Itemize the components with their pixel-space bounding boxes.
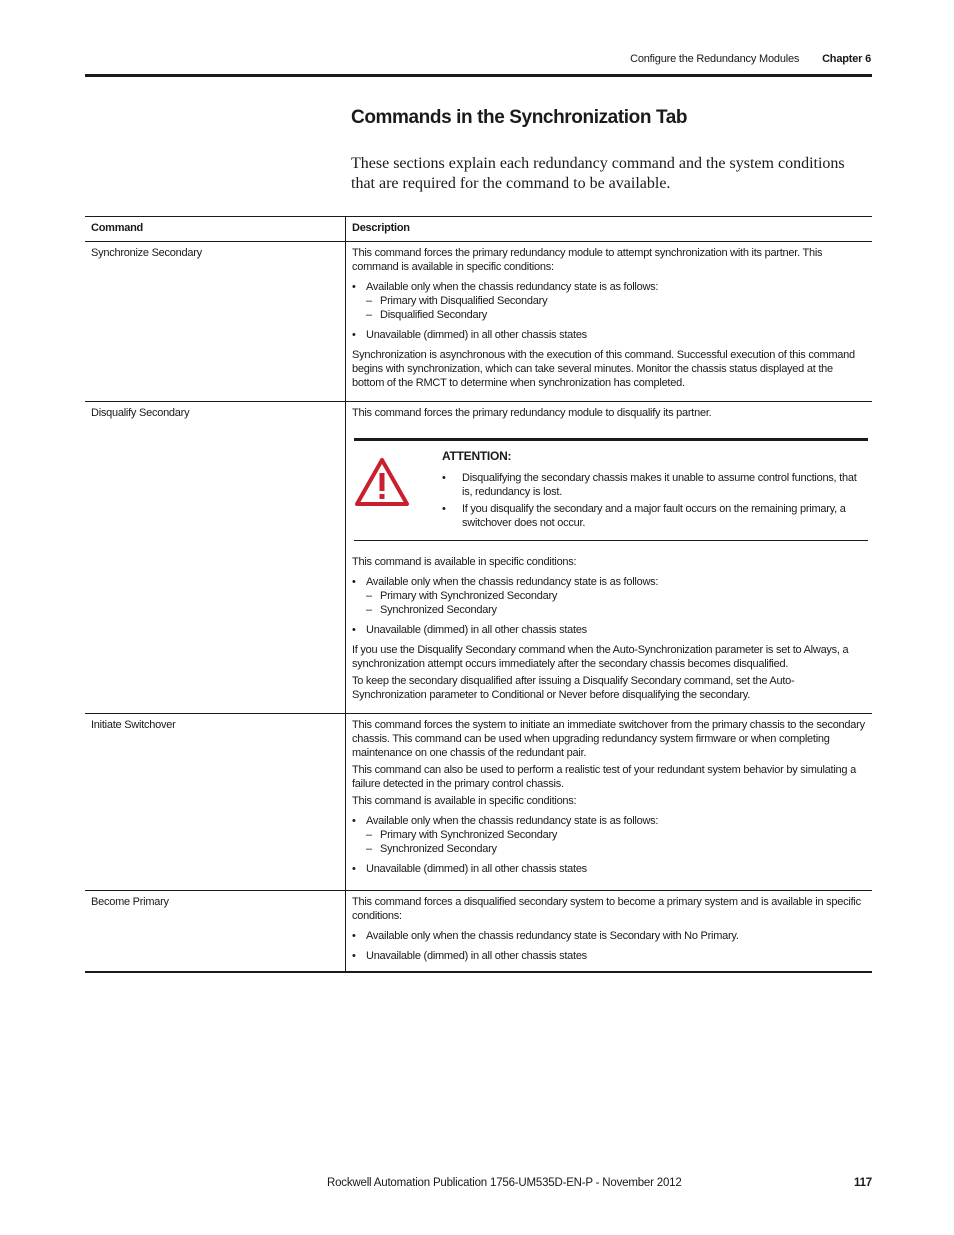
list-item: • Unavailable (dimmed) in all other chassis states: [352, 328, 866, 342]
command-description: [346, 402, 873, 714]
bullet-text: Available only when the chassis redundancy state is as follows:: [366, 281, 659, 293]
attention-title: ATTENTION:: [442, 449, 512, 463]
sub-list: [366, 294, 866, 322]
description-paragraph: If you use the Disqualify Secondary command when the Auto-Synchronization parameter is set to Always, a synchronization attempt occurs immediately after the secondary chassis becomes disqualified.: [352, 644, 849, 670]
sub-list-item: – Disqualified Secondary: [366, 308, 866, 322]
sub-list-item: – Synchronized Secondary: [366, 603, 866, 617]
list-item: [352, 575, 866, 617]
footer-publication: Rockwell Automation Publication 1756-UM535D-EN-P - November 2012: [327, 1177, 682, 1189]
list-item: • Unavailable (dimmed) in all other chassis states: [352, 862, 866, 876]
description-paragraph: This command forces the primary redundancy module to attempt synchronization with its partner. This command is available in specific conditions:: [352, 247, 823, 273]
header-chapter: Chapter 6: [822, 53, 871, 65]
page-number: 117: [854, 1177, 872, 1189]
bullet-text: Available only when the chassis redundancy state is as follows:: [366, 576, 659, 588]
description-paragraph: This command is available in specific conditions:: [352, 795, 577, 807]
bullet-list: [352, 280, 866, 342]
command-description: [346, 242, 873, 402]
list-item: [352, 814, 866, 856]
table-row: [85, 242, 872, 402]
list-item: [352, 280, 866, 322]
description-paragraph: Synchronization is asynchronous with the execution of this command. Successful execution of this command begins with synchronization, which can take several minutes. Monitor the chassis status displayed at the bottom of the RMCT to determine when synchronization has completed.: [352, 349, 855, 389]
bullet-text: Available only when the chassis redundancy state is as follows:: [366, 815, 659, 827]
description-paragraph: This command is available in specific conditions:: [352, 556, 577, 568]
list-item: • Unavailable (dimmed) in all other chassis states: [352, 623, 866, 637]
command-description: [346, 714, 873, 891]
table-row: [85, 402, 872, 714]
header-description: Description: [346, 217, 873, 242]
bullet-list: [352, 814, 866, 876]
command-name: Synchronize Secondary: [85, 242, 346, 402]
running-header: [630, 53, 871, 65]
list-item: • Unavailable (dimmed) in all other chassis states: [352, 949, 866, 963]
command-name: Become Primary: [85, 891, 346, 973]
section-title: Commands in the Synchronization Tab: [351, 107, 688, 128]
intro-paragraph: These sections explain each redundancy command and the system conditions that are required for the command to be available.: [351, 155, 845, 192]
description-paragraph: This command forces the system to initiate an immediate switchover from the primary chassis to the secondary chassis. This command can be used when upgrading redundancy system firmware or when completing maintenance on one chassis of the redundant pair.: [352, 719, 865, 759]
sub-list: [366, 828, 866, 856]
attention-body: [442, 449, 864, 530]
command-name: Disqualify Secondary: [85, 402, 346, 714]
command-name: Initiate Switchover: [85, 714, 346, 891]
table-row: [85, 714, 872, 891]
list-item: • Disqualifying the secondary chassis makes it unable to assume control functions, that is, redundancy is lost.: [442, 471, 864, 499]
bullet-list: [352, 929, 866, 963]
table-header-row: [85, 217, 872, 242]
sub-list-item: – Primary with Synchronized Secondary: [366, 828, 866, 842]
attention-list: [442, 471, 864, 530]
table-row: [85, 891, 872, 973]
commands-table: [85, 216, 872, 973]
header-command: Command: [85, 217, 346, 242]
command-description: [346, 891, 873, 973]
sub-list-item: – Primary with Disqualified Secondary: [366, 294, 866, 308]
header-section: Configure the Redundancy Modules: [630, 53, 800, 65]
description-paragraph: This command forces a disqualified secondary system to become a primary system and is available in specific conditions:: [352, 896, 861, 922]
warning-triangle-icon: [354, 449, 442, 530]
header-rule: [85, 74, 872, 77]
sub-list-item: – Synchronized Secondary: [366, 842, 866, 856]
sub-list-item: – Primary with Synchronized Secondary: [366, 589, 866, 603]
list-item: • If you disqualify the secondary and a major fault occurs on the remaining primary, a switchover does not occur.: [442, 502, 864, 530]
description-paragraph: This command can also be used to perform a realistic test of your redundant system behavior by simulating a failure detected in the primary control chassis.: [352, 764, 856, 790]
description-paragraph: To keep the secondary disqualified after issuing a Disqualify Secondary command, set the Auto-Synchronization parameter to Conditional or Never before disqualifying the secondary.: [352, 675, 795, 701]
list-item: • Available only when the chassis redundancy state is Secondary with No Primary.: [352, 929, 866, 943]
description-paragraph: This command forces the primary redundancy module to disqualify its partner.: [352, 407, 712, 419]
attention-box: [354, 438, 868, 541]
bullet-list: [352, 575, 866, 637]
sub-list: [366, 589, 866, 617]
